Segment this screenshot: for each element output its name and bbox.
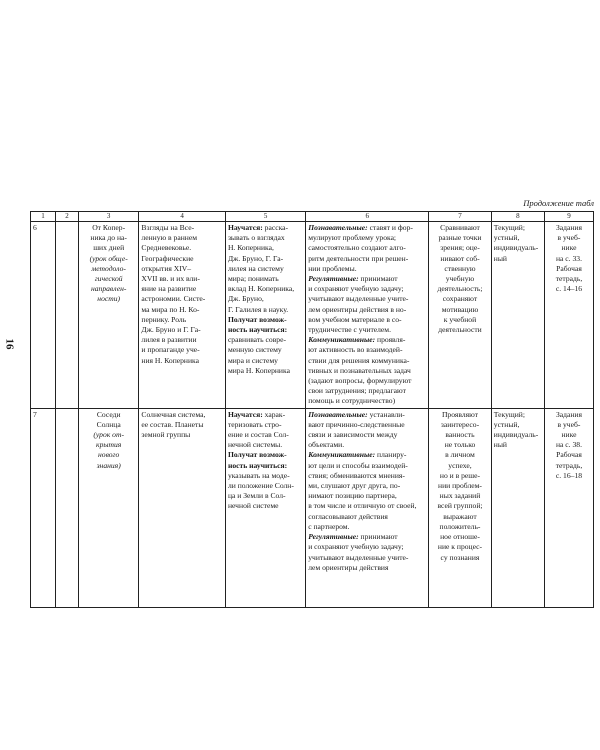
cell-text-run: учитывают выделенные учите- — [308, 552, 409, 562]
cell-text-line: не только — [444, 440, 476, 450]
column-header: 5 — [225, 212, 305, 222]
cell-text-line: ее состав. Планеты — [141, 419, 204, 429]
cell-text-line: направлен- — [90, 284, 127, 294]
cell-text-line: на с. 38. — [555, 440, 582, 450]
cell-text-line: учебную — [445, 274, 475, 284]
homework-cell — [544, 408, 593, 607]
cell-text-line: нового — [98, 450, 120, 460]
subject-results-cell — [225, 408, 305, 607]
cell-text-line: открытия XIV– — [141, 263, 192, 273]
cell-text-run: зывать о взглядах — [227, 233, 285, 243]
cell-text-line: лилея в развитии — [141, 335, 197, 345]
cell-text-run: ность научиться: — [227, 325, 288, 335]
cell-text-line: ших дней — [93, 243, 125, 253]
cell-text-line: ных заданий — [439, 491, 481, 501]
cell-text-run: мира; понимать — [227, 274, 279, 284]
cell-text-run: Коммуникативные: — [308, 335, 376, 345]
cell-text-line: астрономии. Систе- — [141, 294, 206, 304]
cell-text-run: Коммуникативные: — [308, 450, 376, 460]
cell-text-run: вом учебном материале в со- — [308, 314, 402, 324]
meta-results-cell — [306, 222, 429, 409]
cell-text-line: заинтересо- — [440, 419, 480, 429]
cell-text-line: устный, — [493, 419, 520, 429]
cell-text-line: ма мира по Н. Ко- — [141, 304, 200, 314]
cell-text-run: Регулятивные: — [308, 532, 359, 542]
table-row — [31, 408, 594, 607]
cell-text-line: Географические — [141, 253, 194, 263]
cell-text-run: нечной системе — [227, 501, 279, 511]
cell-text-run: согласовывают действия — [308, 511, 388, 521]
cell-text-line: земной группы — [141, 430, 191, 440]
cell-text-line: в учеб- — [557, 419, 581, 429]
lesson-number-cell — [31, 222, 56, 409]
cell-text-run: Получат возмож- — [227, 450, 287, 460]
cell-text-run: и сохраняют учебную задачу; — [308, 284, 404, 294]
cell-text-run: Регулятивные: — [308, 274, 359, 284]
cell-text-run: трудничестве с учителем. — [308, 325, 391, 335]
cell-text-run: указывать на моде- — [227, 470, 290, 480]
cell-text-line: выражают — [443, 511, 477, 521]
cell-text-line: ный — [493, 253, 507, 263]
cell-text-run: принимают — [358, 274, 398, 284]
cell-text-run: проявля- — [375, 335, 406, 345]
cell-text-line: нии проблем- — [438, 481, 482, 491]
cell-text-run: устанавли- — [367, 409, 405, 419]
cell-text-run: Н. Коперника, — [227, 243, 274, 253]
cell-text-line: с. 16–18 — [555, 470, 583, 480]
cell-text-run: ют активность во взаимодей- — [308, 345, 403, 355]
cell-text-line: Задания — [555, 223, 582, 232]
cell-text-run: планиру- — [375, 450, 407, 460]
cell-text-line: разные точки — [438, 233, 482, 243]
cell-text-line: деятельности — [438, 325, 482, 335]
cell-text-run: ют цели и способы взаимодей- — [308, 460, 408, 470]
cell-text-run: Дж. Бруно, — [227, 294, 264, 304]
cell-text-run: тивных и познавательных задач — [308, 365, 411, 375]
cell-text-run: самостоятельно создают алго- — [308, 243, 406, 253]
cell-text-line: нивают соб- — [440, 253, 480, 263]
table-row — [31, 222, 594, 409]
lesson-number-cell — [31, 408, 56, 607]
cell-text-run: учитывают выделенные учите- — [308, 294, 409, 304]
page-number: 16 — [3, 338, 16, 350]
empty-cell — [56, 408, 79, 607]
cell-text-run: теризовать стро- — [227, 419, 282, 429]
cell-text-line: ственную — [444, 263, 476, 273]
cell-text-run: ми, слушают друг друга, по- — [308, 481, 401, 491]
cell-text-run: мулируют проблему урока; — [308, 233, 397, 243]
cell-text-line: положитель- — [439, 521, 481, 531]
cell-text-run: ритм деятельности при решен- — [308, 253, 409, 263]
cell-text-run: ставят и фор- — [367, 223, 413, 232]
cell-text-line: индивидуаль- — [493, 430, 539, 440]
cell-text-line: 7 — [33, 409, 37, 419]
cell-text-run: ствии для решения коммуника- — [308, 355, 410, 365]
column-header: 9 — [544, 212, 593, 222]
cell-text-line: (урок от- — [93, 430, 124, 440]
cell-text-run: Познавательные: — [308, 409, 368, 419]
column-header-row — [31, 212, 594, 222]
cell-text-run: Научатся: — [227, 409, 263, 419]
cell-text-line: в учеб- — [557, 233, 581, 243]
cell-text-line: зрения; оце- — [440, 243, 480, 253]
column-header: 3 — [78, 212, 138, 222]
cell-text-run: свои затруднения; предлагают — [308, 386, 406, 396]
cell-text-line: мотивацию — [441, 304, 479, 314]
cell-text-run: связи и зависимости между — [308, 430, 398, 440]
lesson-plan-table — [30, 211, 594, 608]
lesson-topic-cell — [78, 222, 138, 409]
cell-text-run: нечной системы. — [227, 440, 283, 450]
cell-text-line: Рабочая — [556, 263, 582, 273]
cell-text-line: Дж. Бруно и Г. Га- — [141, 325, 201, 335]
cell-text-line: ванность — [445, 430, 475, 440]
column-header: 1 — [31, 212, 56, 222]
cell-text-line: ника до на- — [90, 233, 127, 243]
cell-text-line: устный, — [493, 233, 520, 243]
subject-results-cell — [225, 222, 305, 409]
cell-text-line: тетрадь, — [555, 274, 583, 284]
column-header: 2 — [56, 212, 79, 222]
cell-text-run: принимают — [358, 532, 398, 542]
cell-text-line: знания) — [96, 460, 121, 470]
cell-text-line: Сравнивают — [440, 223, 480, 232]
cell-text-run: нимают позицию партнера, — [308, 491, 397, 501]
cell-text-line: всей группой; — [437, 501, 483, 511]
cell-text-run: Г. Галилея в науку. — [227, 304, 289, 314]
cell-text-run: вклад Н. Коперника, — [227, 284, 295, 294]
cell-text-run: мира и систему — [227, 355, 278, 365]
cell-text-line: и пропаганде уче- — [141, 345, 200, 355]
empty-cell — [56, 222, 79, 409]
cell-text-line: Текущий; — [493, 223, 525, 232]
cell-text-run: ствия; обмениваются мнения- — [308, 470, 405, 480]
cell-text-line: От Копер- — [92, 223, 126, 232]
cell-text-line: XVII вв. и их вли- — [141, 274, 200, 284]
cell-text-line: в личном — [445, 450, 475, 460]
cell-text-run: ность научиться: — [227, 460, 288, 470]
cell-text-line: ное отноше- — [440, 532, 480, 542]
cell-text-line: Взгляды на Все- — [141, 223, 195, 232]
cell-text-run: ца и Земли в Сол- — [227, 491, 286, 501]
cell-text-line: яние на развитие — [141, 284, 197, 294]
cell-text-run: ение и состав Сол- — [227, 430, 289, 440]
cell-text-run: лем ориентиры действия — [308, 562, 389, 572]
cell-text-line: методоло- — [91, 263, 126, 273]
cell-text-line: к учебной — [443, 314, 477, 324]
cell-text-run: менную систему — [227, 345, 282, 355]
cell-text-line: гической — [94, 274, 123, 284]
cell-text-line: нике — [561, 430, 577, 440]
personal-results-cell — [429, 222, 492, 409]
cell-text-line: (урок обще- — [89, 253, 128, 263]
cell-text-run: лем ориентиры действия в но- — [308, 304, 407, 314]
cell-text-run: расска- — [262, 223, 289, 232]
cell-text-line: с. 14–16 — [555, 284, 583, 294]
cell-text-line: нике — [561, 243, 577, 253]
control-form-cell — [491, 408, 544, 607]
cell-text-run: Получат возмож- — [227, 314, 287, 324]
control-form-cell — [491, 222, 544, 409]
cell-text-line: ленную в раннем — [141, 233, 198, 243]
meta-results-cell — [306, 408, 429, 607]
cell-text-run: нии проблемы. — [308, 263, 357, 273]
cell-text-run: харак- — [262, 409, 286, 419]
cell-text-run: с партнером. — [308, 521, 350, 531]
cell-text-run: объектами. — [308, 440, 345, 450]
cell-text-run: в том числе и отличную от своей, — [308, 501, 417, 511]
cell-text-run: Научатся: — [227, 223, 263, 232]
cell-text-line: сохраняют — [442, 294, 478, 304]
column-header: 6 — [306, 212, 429, 222]
cell-text-line: Проявляют — [441, 409, 479, 419]
cell-text-line: крытия — [96, 440, 122, 450]
cell-text-line: Средневековье. — [141, 243, 192, 253]
cell-text-line: Солнечная система, — [141, 409, 206, 419]
lesson-topic-cell — [78, 408, 138, 607]
cell-text-run: вают причинно-следственные — [308, 419, 405, 429]
cell-text-line: Соседи — [96, 409, 121, 419]
continuation-label: Продолжение табл — [523, 198, 594, 208]
cell-text-line: ности) — [97, 294, 121, 304]
cell-text-line: деятельность; — [437, 284, 483, 294]
cell-text-run: ли положение Солн- — [227, 481, 294, 491]
column-header: 7 — [429, 212, 492, 222]
column-header: 8 — [491, 212, 544, 222]
content-cell — [139, 222, 226, 409]
cell-text-run: сравнивать совре- — [227, 335, 286, 345]
cell-text-line: тетрадь, — [555, 460, 583, 470]
cell-text-line: Рабочая — [556, 450, 582, 460]
cell-text-line: пернику. Роль — [141, 314, 187, 324]
cell-text-line: Задания — [555, 409, 582, 419]
cell-text-line: Солнца — [96, 419, 121, 429]
content-cell — [139, 408, 226, 607]
cell-text-run: и сохраняют учебную задачу; — [308, 542, 404, 552]
cell-text-run: Дж. Бруно, Г. Га- — [227, 253, 284, 263]
cell-text-line: на с. 33. — [555, 253, 582, 263]
column-header: 4 — [139, 212, 226, 222]
cell-text-run: (задают вопросы, формулируют — [308, 376, 412, 386]
cell-text-run: Познавательные: — [308, 223, 368, 232]
cell-text-line: индивидуаль- — [493, 243, 539, 253]
cell-text-line: Текущий; — [493, 409, 525, 419]
cell-text-run: помощь и сотрудничество) — [308, 396, 396, 406]
homework-cell — [544, 222, 593, 409]
cell-text-line: су познания — [440, 552, 480, 562]
cell-text-run: мира Н. Коперника — [227, 365, 290, 375]
personal-results-cell — [429, 408, 492, 607]
cell-text-run: лилея на систему — [227, 263, 284, 273]
cell-text-line: ние к процес- — [437, 542, 483, 552]
cell-text-line: ный — [493, 440, 507, 450]
cell-text-line: но и в реше- — [439, 470, 481, 480]
cell-text-line: успехе, — [448, 460, 472, 470]
cell-text-line: 6 — [33, 223, 37, 232]
cell-text-line: ния Н. Коперника — [141, 355, 199, 365]
